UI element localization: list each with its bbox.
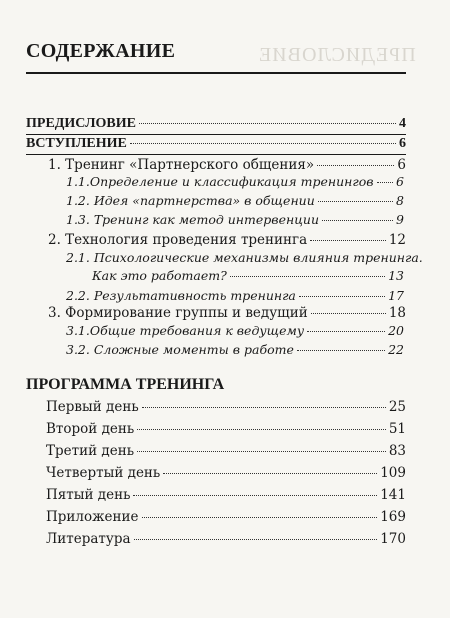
dot-leader (142, 407, 386, 408)
toc-entry-label: 2.2. Результативность тренинга (66, 288, 296, 303)
toc-entry-label: 1.3. Тренинг как метод интервенции (66, 212, 320, 227)
dot-leader (130, 143, 396, 144)
program-item[interactable] (46, 485, 406, 505)
toc-entry-label: 1. Тренинг «Партнерского общения» (48, 157, 315, 173)
toc-entry-page: 169 (380, 509, 406, 525)
toc-entry-page: 13 (388, 268, 404, 283)
toc-entry-page: 8 (396, 193, 404, 208)
program-item[interactable] (46, 419, 406, 439)
toc-entry-1-1[interactable] (66, 172, 404, 192)
dot-leader (133, 495, 377, 496)
toc-entry-page: 9 (396, 212, 404, 227)
toc-entry-label: Третий день (46, 443, 135, 459)
toc-entry-page: 141 (380, 487, 406, 503)
page-title: СОДЕРЖАНИЕ (26, 40, 176, 62)
toc-entry-page: 6 (397, 157, 406, 173)
toc-entry-page: 51 (388, 421, 406, 437)
toc-entry-page: 4 (399, 116, 406, 131)
toc-entry-label: Пятый день (46, 487, 131, 503)
toc-entry-3-1[interactable] (66, 321, 404, 341)
section-title-program: ПРОГРАММА ТРЕНИНГА (26, 376, 225, 393)
toc-entry-label: 1.2. Идея «партнерства» в общении (66, 193, 315, 208)
toc-entry-page: 83 (388, 443, 406, 459)
toc-entry-label: 2. Технология проведения тренинга (48, 232, 308, 248)
dot-leader (163, 473, 377, 474)
toc-entry-label: Четвертый день (46, 465, 161, 481)
program-item[interactable] (46, 507, 406, 527)
toc-entry-label: 3. Формирование группы и ведущий (48, 305, 308, 321)
toc-entry-page: 6 (396, 174, 404, 189)
toc-entry-page: 17 (388, 288, 404, 303)
dot-leader (377, 182, 394, 183)
program-item[interactable] (46, 441, 406, 461)
dot-leader (318, 201, 393, 202)
dot-leader (307, 331, 385, 332)
toc-entry-page: 170 (380, 531, 406, 547)
toc-entry-page: 22 (388, 342, 404, 357)
toc-entry-chapter-2[interactable] (48, 230, 406, 250)
toc-entry-label: 1.1.Определение и классификация тренингов (66, 174, 374, 189)
toc-entry-label: ВСТУПЛЕНИЕ (26, 136, 127, 151)
toc-entry-label: 3.2. Сложные моменты в работе (66, 342, 294, 357)
dot-leader (311, 313, 386, 314)
program-item[interactable] (46, 463, 406, 483)
toc-entry-chapter-3[interactable] (48, 303, 406, 323)
dot-leader (134, 539, 378, 540)
toc-entry-introduction[interactable] (26, 134, 406, 154)
toc-entry-preface[interactable] (26, 114, 406, 134)
dot-leader (317, 165, 394, 166)
toc-entry-label: Первый день (46, 399, 139, 415)
toc-entry-page: 20 (388, 323, 404, 338)
toc-entry-label: 3.1.Общие требования к ведущему (66, 323, 305, 338)
toc-entry-page: 25 (388, 399, 406, 415)
dot-leader (322, 220, 393, 221)
toc-entry-2-1-first-line: 2.1. Психологические механизмы влияния тренинга. (66, 250, 423, 265)
dot-leader (230, 276, 385, 277)
dot-leader (297, 350, 385, 351)
dot-leader (139, 123, 396, 124)
toc-entry-1-2[interactable] (66, 191, 404, 211)
toc-entry-3-2[interactable] (66, 340, 404, 360)
toc-entry-page: 6 (399, 136, 406, 151)
toc-entry-1-3[interactable] (66, 210, 404, 230)
dot-leader (137, 451, 386, 452)
toc-entry-label: Приложение (46, 509, 139, 525)
dot-leader (137, 429, 386, 430)
toc-entry-2-1[interactable] (92, 266, 404, 286)
title-rule (26, 72, 406, 74)
toc-entry-label: Литература (46, 531, 131, 547)
toc-entry-page: 109 (380, 465, 406, 481)
program-item[interactable] (46, 397, 406, 417)
bleed-through-text: ПРЕДИСЛОВИЕ (258, 44, 416, 66)
toc-entry-label: Второй день (46, 421, 135, 437)
dot-leader (299, 296, 385, 297)
program-item[interactable] (46, 529, 406, 549)
dot-leader (142, 517, 378, 518)
dot-leader (310, 240, 386, 241)
toc-entry-page: 18 (388, 305, 406, 321)
toc-entry-page: 12 (388, 232, 406, 248)
toc-entry-label: Как это работает? (92, 268, 227, 283)
toc-entry-label: ПРЕДИСЛОВИЕ (26, 116, 136, 131)
